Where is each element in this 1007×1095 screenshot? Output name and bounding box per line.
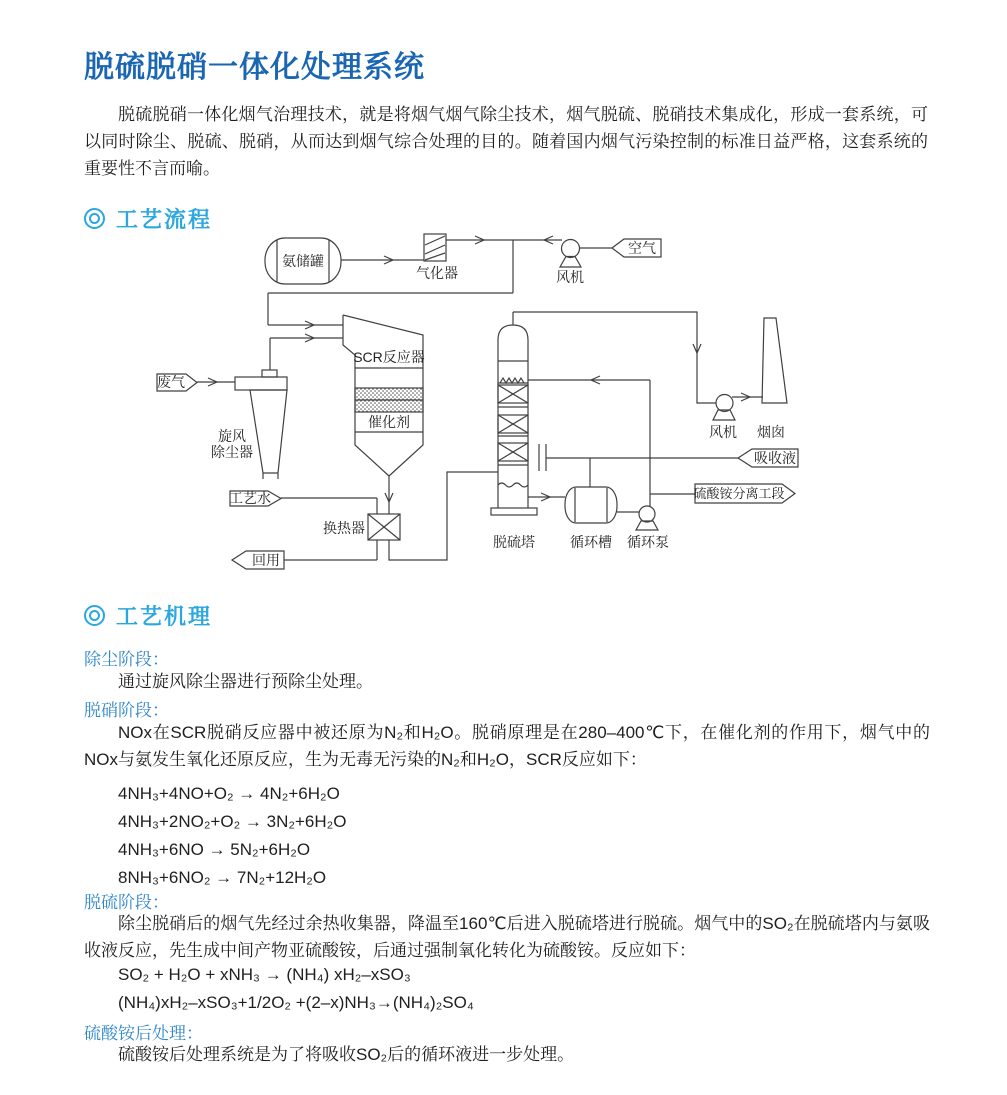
stage-label-ammonium-sulfate-post-treatment: 硫酸铵后处理：: [84, 1024, 203, 1043]
cyclone-label-line2: 除尘器: [211, 444, 253, 460]
page-title: 脱硫脱硝一体化处理系统: [84, 51, 425, 84]
equation: (NH₄)xH₂–xSO₃+1/2O₂ +(2–x)NH₃→(NH₄)₂SO₄: [118, 993, 474, 1012]
vaporizer-shape: [424, 234, 446, 261]
equation: SO₂ + H₂O + xNH₃ → (NH₄) xH₂–xSO₃: [118, 965, 411, 984]
post-treatment-text: 硫酸铵后处理系统是为了将吸收SO₂后的循环液进一步处理。: [118, 1045, 575, 1064]
stage-label-denitrification: 脱硝阶段：: [84, 701, 169, 720]
absorption-liquid-tag-label: 吸收液: [754, 450, 796, 466]
cyclone-shape: [235, 370, 287, 479]
circulation-pump-shape: [636, 506, 658, 530]
reuse-tag-label: 回用: [252, 552, 280, 568]
circulation-tank-label: 循环槽: [570, 534, 612, 550]
desulfurization-tower-label: 脱硫塔: [493, 534, 535, 550]
circulation-pump-label: 循环泵: [627, 534, 669, 550]
section-heading-mechanism: [84, 600, 212, 631]
denitrification-text: NOx在SCR脱硝反应器中被还原为N₂和H₂O。脱硝原理是在280–400℃下，在催化剂的作用下，烟气中的NOx与氨发生氧化还原反应，生为无毒无污染的N₂和H₂O，SCR反应如下：: [84, 723, 930, 769]
desulfurization-tower-shape: [491, 325, 537, 515]
heat-exchanger-shape: [368, 514, 400, 540]
section-heading-process-flow: [84, 203, 212, 234]
intro-paragraph: 脱硫脱硝一体化烟气治理技术，就是将烟气烟气除尘技术，烟气脱硫、脱硝技术集成化，形成一套系统，可以同时除尘、脱硫、脱硝，从而达到烟气综合处理的目的。随着国内烟气污染控制的标准日益严格，这套系统的重要性不言而喻。: [84, 105, 928, 178]
right-fan-shape: [713, 395, 735, 421]
equation: 8NH₃+6NO₂ → 7N₂+12H₂O: [118, 868, 327, 887]
right-fan-label: 风机: [709, 424, 737, 440]
ammonium-sulfate-tag-label: 硫酸铵分离工段: [693, 486, 785, 501]
equation: 4NH₃+4NO+O₂ → 4N₂+6H₂O: [118, 784, 340, 803]
equation: 4NH₃+6NO → 5N₂+6H₂O: [118, 840, 311, 859]
dust-removal-text: 通过旋风除尘器进行预除尘处理。: [118, 672, 373, 691]
scr-reactor-shape: [343, 315, 423, 476]
chimney-shape: [762, 318, 787, 403]
equation: 4NH₃+2NO₂+O₂ → 3N₂+6H₂O: [118, 812, 347, 831]
circulation-tank-shape: [565, 487, 617, 523]
waste-gas-tag-label: 废气: [157, 374, 185, 390]
heat-exchanger-label: 换热器: [323, 520, 365, 536]
top-fan-shape: [560, 240, 581, 268]
cyclone-label-line1: 旋风: [218, 428, 246, 444]
double-circle-icon: [84, 605, 105, 626]
catalyst-label: 催化剂: [368, 414, 410, 430]
section-heading-process-flow-label: 工艺流程: [116, 207, 213, 232]
stage-label-dust-removal: 除尘阶段：: [84, 650, 169, 669]
stage-label-desulfurization: 脱硫阶段：: [84, 893, 169, 912]
double-circle-icon: [84, 208, 105, 229]
scr-reactor-label: SCR反应器: [353, 349, 425, 365]
air-tag-label: 空气: [628, 240, 656, 256]
desulfurization-text: 除尘脱硝后的烟气先经过余热收集器，降温至160℃后进入脱硫塔进行脱硫。烟气中的SO₂在脱硫塔内与氨吸收液反应，先生成中间产物亚硫酸铵，后通过强制氧化转化为硫酸铵。反应如下：: [84, 914, 930, 960]
section-heading-mechanism-label: 工艺机理: [116, 604, 213, 629]
top-fan-label: 风机: [556, 269, 584, 285]
desulfurization-equations: [118, 961, 474, 1017]
process-water-tag-label: 工艺水: [229, 490, 271, 506]
chimney-label: 烟囱: [757, 424, 785, 440]
vaporizer-label: 气化器: [416, 265, 458, 281]
denitrification-equations: [118, 780, 346, 892]
ammonia-tank-label: 氨储罐: [282, 253, 324, 269]
